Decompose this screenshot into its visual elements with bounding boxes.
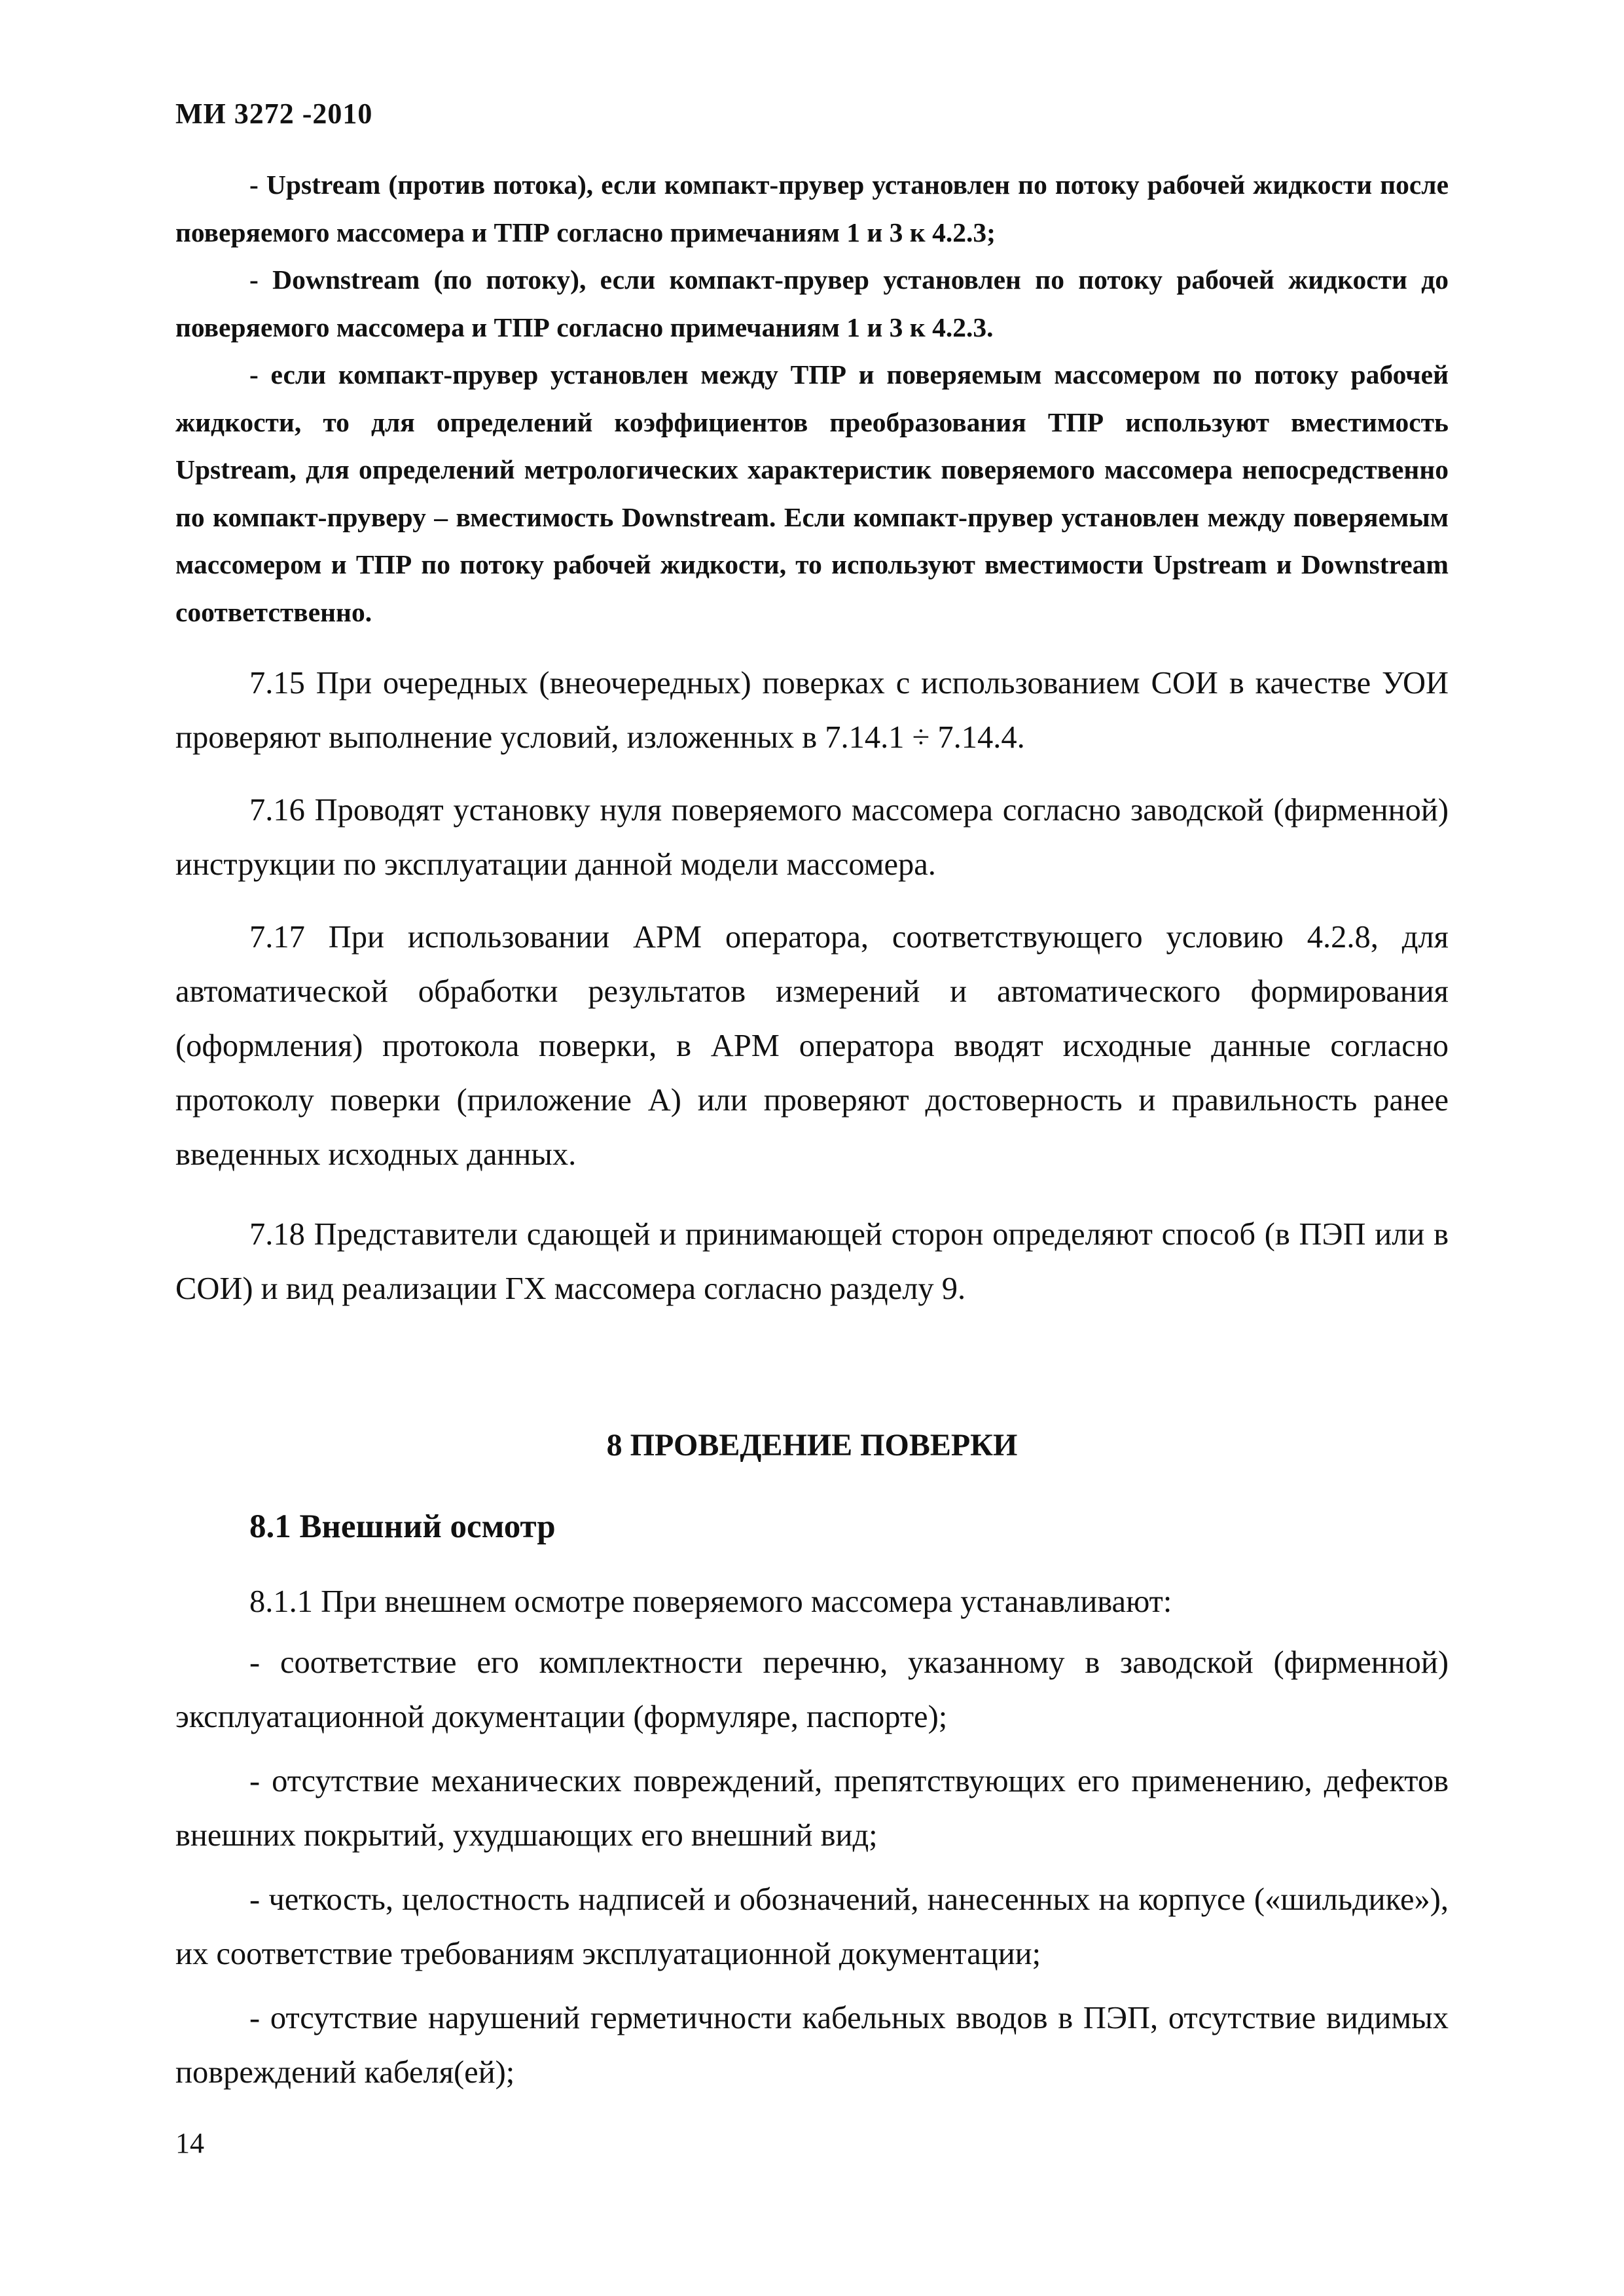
paragraph-7-17: 7.17 При использовании АРМ оператора, соответствующего условию 4.2.8, для автоматической обработки результатов измерений и автоматического формирования (оформления) протокола поверки, в АРМ оператора вводят исходные данные согласно протоколу поверки (приложение А) или проверяют достоверность и правильность ранее введенных исходных данных.	[175, 920, 1449, 1172]
inspection-item-damage: - отсутствие механических повреждений, препятствующих его применению, дефектов внешних покрытий, ухудшающих его внешний вид;	[175, 1764, 1449, 1853]
document-header: МИ 3272 -2010	[175, 98, 373, 130]
note-between: - если компакт-прувер установлен между ТПР и поверяемым массомером по потоку рабочей жидкости, то для определений коэффициентов преобразования ТПР используют вместимость Upstream, для определений метрологических характеристик поверяемого массомера непосредственно по компакт-пруверу – вместимость Downstream. Если компакт-прувер установлен между поверяемым массомером и ТПР по потоку рабочей жидкости, то используют вместимости Upstream и Downstream соответственно.	[175, 359, 1449, 627]
subsection-title: 8.1 Внешний осмотр	[249, 1508, 556, 1545]
paragraph-7-16: 7.16 Проводят установку нуля поверяемого массомера согласно заводской (фирменной) инструкции по эксплуатации данной модели массомера.	[175, 793, 1449, 882]
paragraph-7-15: 7.15 При очередных (внеочередных) поверках с использованием СОИ в качестве УОИ проверяют выполнение условий, изложенных в 7.14.1 ÷ 7.14.4.	[175, 666, 1449, 755]
inspection-item-labels: - четкость, целостность надписей и обозначений, нанесенных на корпусе («шильдике»), их соответствие требованиям эксплуатационной документации;	[175, 1882, 1449, 1971]
section-title: 8 ПРОВЕДЕНИЕ ПОВЕРКИ	[606, 1428, 1018, 1463]
paragraph-8-1-1: 8.1.1 При внешнем осмотре поверяемого массомера устанавливают:	[249, 1584, 1172, 1619]
paragraph-7-18: 7.18 Представители сдающей и принимающей сторон определяют способ (в ПЭП или в СОИ) и вид реализации ГХ массомера согласно разделу 9.	[175, 1217, 1449, 1306]
inspection-item-cables: - отсутствие нарушений герметичности кабельных вводов в ПЭП, отсутствие видимых повреждений кабеля(ей);	[175, 2001, 1449, 2090]
note-downstream: - Downstream (по потоку), если компакт-прувер установлен по потоку рабочей жидкости до поверяемого массомера и ТПР согласно примечаниям 1 и 3 к 4.2.3.	[175, 264, 1449, 342]
inspection-item-completeness: - соответствие его комплектности перечню, указанному в заводской (фирменной) эксплуатационной документации (формуляре, паспорте);	[175, 1645, 1449, 1734]
page-number: 14	[175, 2127, 204, 2159]
note-upstream: - Upstream (против потока), если компакт-прувер установлен по потоку рабочей жидкости после поверяемого массомера и ТПР согласно примечаниям 1 и 3 к 4.2.3;	[175, 170, 1449, 247]
bold-notes-block	[175, 161, 1449, 636]
